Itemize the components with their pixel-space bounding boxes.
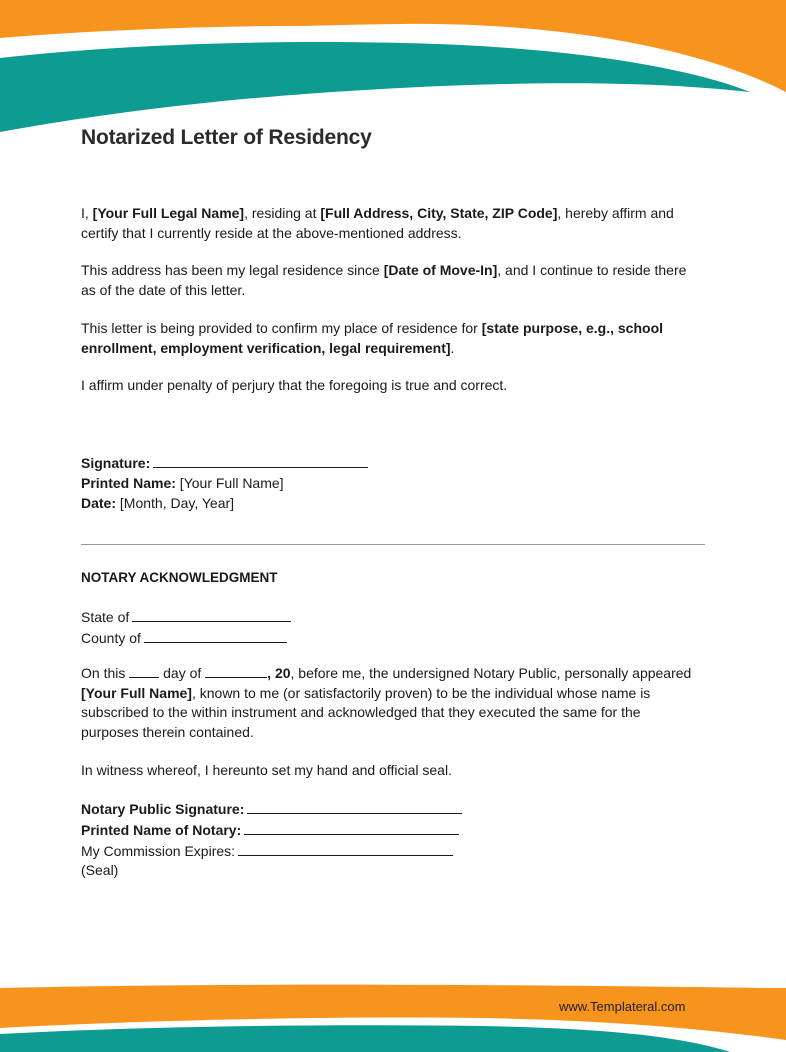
printed-name-label: Printed Name: bbox=[81, 474, 176, 491]
notary-signature-block bbox=[81, 799, 462, 881]
date-label: Date: bbox=[81, 494, 117, 511]
notary-name-line[interactable] bbox=[244, 820, 459, 835]
printed-name-value[interactable]: [Your Full Name] bbox=[175, 474, 284, 491]
full-address-placeholder[interactable]: [Full Address, City, State, ZIP Code] bbox=[320, 205, 558, 221]
commission-label: My Commission Expires: bbox=[81, 842, 236, 859]
date-value[interactable]: [Month, Day, Year] bbox=[116, 494, 235, 511]
state-label: State of bbox=[81, 609, 130, 625]
commission-line[interactable] bbox=[238, 841, 453, 856]
affirmation-paragraph: I, [Your Full Legal Name], residing at [Full Address, City, State, ZIP Code], hereby affirm and certify that I currently reside at the above-mentioned address. bbox=[81, 205, 674, 241]
notary-signature-label: Notary Public Signature: bbox=[81, 801, 245, 817]
day-line[interactable] bbox=[129, 665, 159, 678]
move-in-date-placeholder[interactable]: [Date of Move-In] bbox=[383, 262, 498, 278]
notary-full-name-placeholder[interactable]: [Your Full Name] bbox=[81, 684, 192, 701]
venue-block bbox=[81, 607, 291, 649]
signature-label: Signature: bbox=[81, 455, 151, 471]
notary-signature-line[interactable] bbox=[247, 799, 462, 814]
footer-wave-decoration bbox=[0, 982, 786, 1052]
section-divider bbox=[81, 544, 705, 545]
county-line[interactable] bbox=[144, 628, 287, 643]
purpose-placeholder[interactable]: [state purpose, e.g., school enrollment, employment verification, legal requirement] bbox=[81, 320, 664, 356]
full-legal-name-placeholder[interactable]: [Your Full Legal Name] bbox=[92, 205, 245, 221]
footer-url[interactable]: www.Templateral.com bbox=[559, 999, 686, 1014]
header-wave-decoration bbox=[0, 0, 786, 140]
witness-statement: In witness whereof, I hereunto set my hand and official seal. bbox=[81, 762, 452, 778]
month-line[interactable] bbox=[205, 665, 267, 678]
seal-label: (Seal) bbox=[81, 862, 119, 879]
residence-since-paragraph: This address has been my legal residence since [Date of Move-In], and I continue to reside there as of the date of this letter. bbox=[81, 262, 687, 298]
acknowledgment-paragraph: On this day of , 20, before me, the undersigned Notary Public, personally appeared [Your Full Name], known to me (or satisfactorily proven) to be the individual whose name is subscribed to the within instrument and acknowledged that they executed the same for the purposes therein contained. bbox=[81, 665, 692, 740]
signature-line[interactable] bbox=[153, 453, 368, 468]
signature-block bbox=[81, 453, 368, 513]
notary-heading: NOTARY ACKNOWLEDGMENT bbox=[81, 570, 278, 585]
purpose-paragraph: This letter is being provided to confirm my place of residence for [state purpose, e.g., school enrollment, employment verification, legal requirement]. bbox=[81, 320, 664, 356]
state-line[interactable] bbox=[132, 607, 291, 622]
perjury-statement: I affirm under penalty of perjury that the foregoing is true and correct. bbox=[81, 377, 508, 393]
page-title: Notarized Letter of Residency bbox=[81, 126, 372, 149]
county-label: County of bbox=[81, 629, 141, 646]
notary-name-label: Printed Name of Notary: bbox=[81, 821, 242, 838]
